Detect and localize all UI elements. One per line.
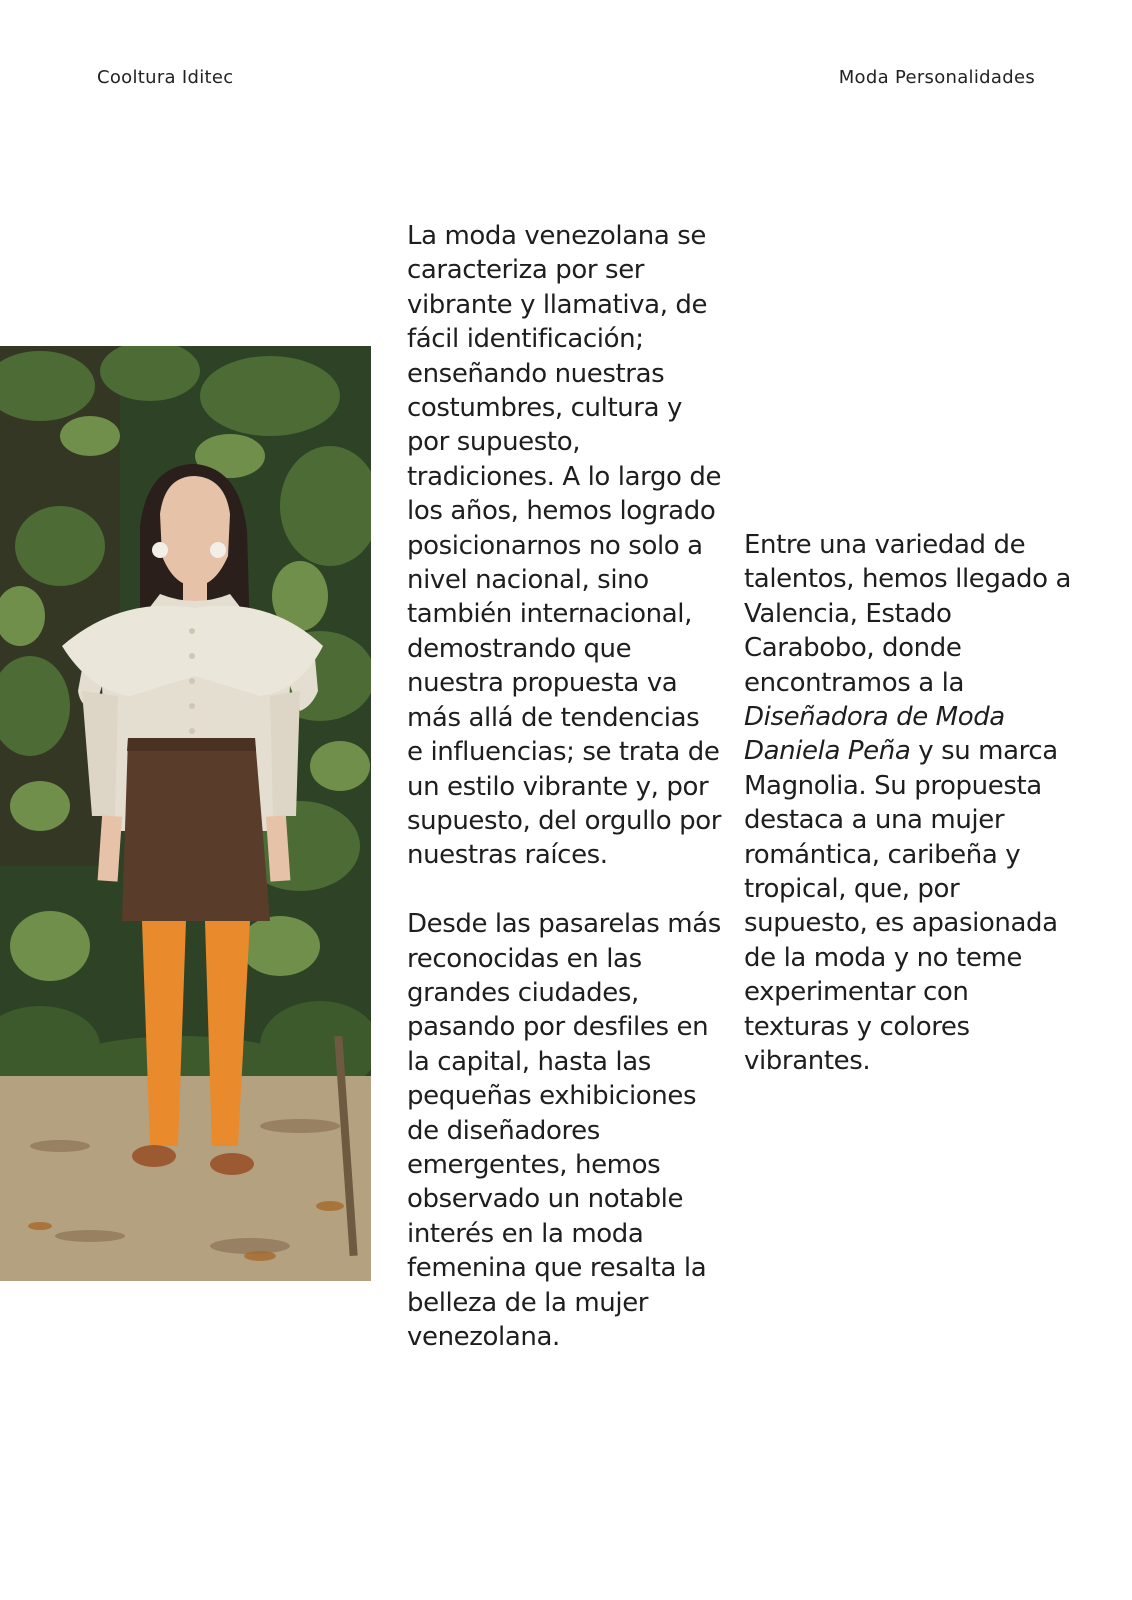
header-section-name: Moda Personalidades [838,67,1035,88]
fashion-model-photo [0,346,371,1281]
article-paragraph-3 [744,528,1074,1079]
designer-name-emphasis: Diseñadora de Moda Daniela Peña [744,702,1005,767]
article-paragraph-2: Desde las pasarelas más reconocidas en las grandes ciudades, pasando por desfiles en la capital, hasta las pequeñas exhibiciones de diseñadores emergentes, hemos observado un notable interés en la moda femenina que resalta la belleza de la mujer venezolana. [407,909,721,1352]
article-paragraph-3-before: Entre una variedad de talentos, hemos llegado a Valencia, Estado Carabobo, donde encontramos a la [744,530,1072,698]
article-paragraph-1: La moda venezolana se caracteriza por ser vibrante y llamativa, de fácil identificación; enseñando nuestras costumbres, cultura y por supuesto, tradiciones. A lo largo de los años, hemos logrado posicionarnos no solo a nivel nacional, sino también internacional, demostrando que nuestra propuesta va más allá de tendencias e influencias; se trata de un estilo vibrante y, por supuesto, del orgullo por nuestras raíces. [407,221,722,871]
article-column-middle [407,219,722,1354]
article-paragraph-3-after: y su marca Magnolia. Su propuesta destaca a una mujer romántica, caribeña y tropical, que, por supuesto, es apasionada de la moda y no teme experimentar con texturas y colores vibrantes. [744,736,1058,1077]
header-publication-name: Cooltura Iditec [97,67,234,88]
article-column-right [744,528,1074,1079]
